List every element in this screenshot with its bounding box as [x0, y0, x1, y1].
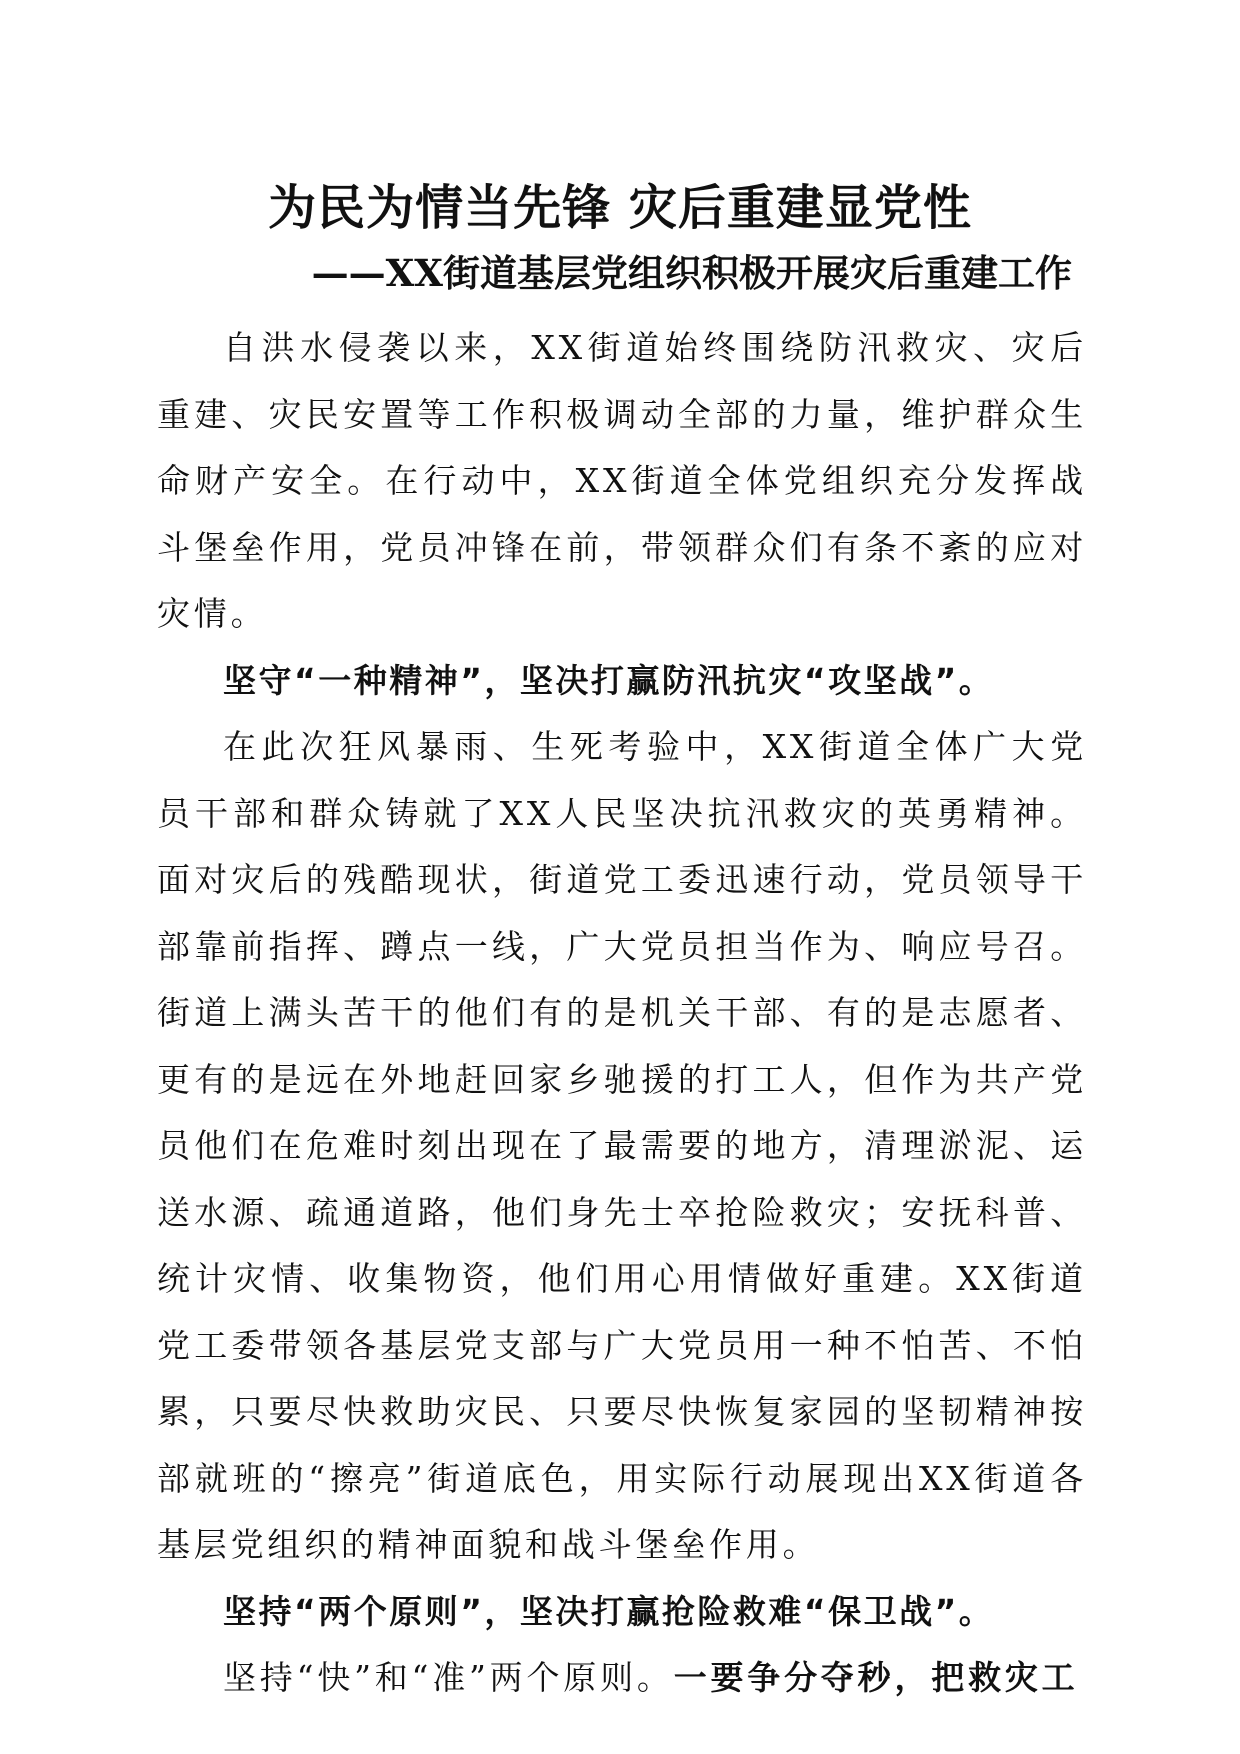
- section-heading-1: 坚守“一种精神”，坚决打赢防汛抗灾“攻坚战”。: [223, 660, 995, 700]
- paragraph-principles-bold: 一要争分夺秒，把救灾工: [673, 1658, 1079, 1697]
- paragraph-spirit: 在此次狂风暴雨、生死考验中，XX街道全体广大党员干部和群众铸就了XX人民坚决抗汛救灾的英勇精神。面对灾后的残酷现状，街道党工委迅速行动，党员领导干部靠前指挥、蹲点一线，广大党员担当作为、响应号召。街道上满头苦干的他们有的是机关干部、有的是志愿者、更有的是远在外地赶回家乡驰援的打工人，但作为共产党员他们在危难时刻出现在了最需要的地方，清理淤泥、运送水源、疏通道路，他们身先士卒抢险救灾；安抚科普、统计灾情、收集物资，他们用心用情做好重建。XX街道党工委带领各基层党支部与广大党员用一种不怕苦、不怕累，只要尽快救助灾民、只要尽快恢复家园的坚韧精神按部就班的“擦亮”街道底色，用实际行动展现出XX街道各基层党组织的精神面貌和战斗堡垒作用。: [157, 727, 1087, 1564]
- paragraph-principles: [157, 1645, 1087, 1712]
- document-title: 为民为情当先锋 灾后重建显党性: [268, 180, 972, 236]
- section-heading-2: 坚持“两个原则”，坚决打赢抢险救难“保卫战”。: [223, 1591, 995, 1631]
- paragraph-intro: 自洪水侵袭以来，XX街道始终围绕防汛救灾、灾后重建、灾民安置等工作积极调动全部的力量，维护群众生命财产安全。在行动中，XX街道全体党组织充分发挥战斗堡垒作用，党员冲锋在前，带领群众们有条不紊的应对灾情。: [157, 328, 1087, 633]
- document-body: [157, 315, 1087, 1712]
- document-subtitle: ——XX街道基层党组织积极开展灾后重建工作: [311, 251, 1072, 295]
- paragraph-principles-text: 坚持“快”和“准”两个原则。: [223, 1658, 674, 1697]
